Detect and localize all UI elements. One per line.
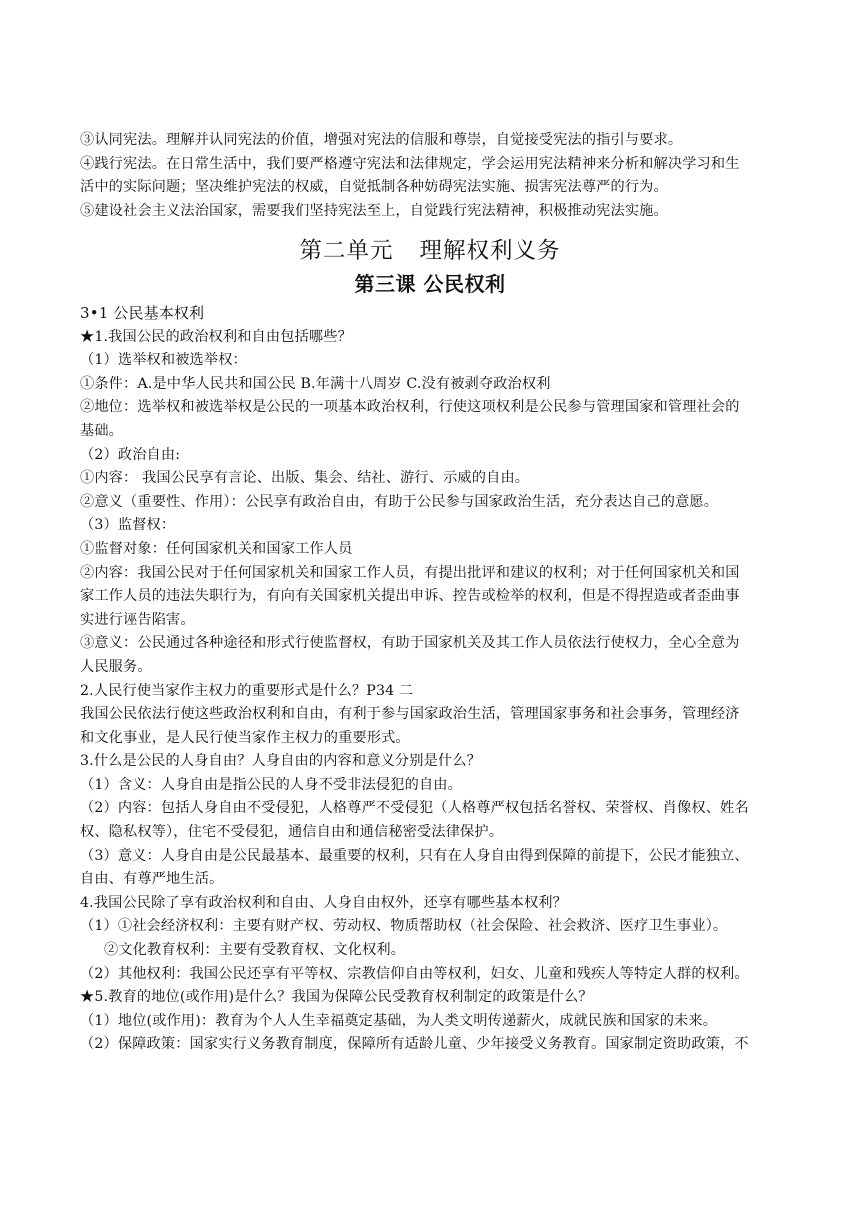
question-line: 3.什么是公民的人身自由？人身自由的内容和意义分别是什么？ (80, 753, 481, 770)
question-line: 4.我国公民除了享有政治权利和自由、人身自由权外，还享有哪些基本权利？ (80, 894, 567, 911)
text-line: （2）保障政策：国家实行义务教育制度，保障所有适龄儿童、少年接受义务教育。国家制定资助政策，不 (80, 1036, 749, 1053)
unit-title-number: 第二单元 (299, 238, 394, 264)
text-line: 权、隐私权等），住宅不受侵犯，通信自由和通信秘密受法律保护。 (80, 824, 504, 841)
text-line: ④践行宪法。在日常生活中，我们要严格遵守宪法和法律规定，学会运用宪法精神来分析和解决学习和生 (80, 155, 740, 172)
text-line: ②内容：我国公民对于任何国家机关和国家工作人员，有提出批评和建议的权利；对于任何国家机关和国 (80, 564, 740, 581)
text-line: ②地位：选举权和被选举权是公民的一项基本政治权利，行使这项权利是公民参与管理国家和管理社会的 (80, 399, 740, 416)
text-line: ①条件：A.是中华人民共和国公民 B.年满十八周岁 C.没有被剥夺政治权利 (80, 375, 551, 392)
lesson-title: 第三课 公民权利 (354, 272, 506, 296)
text-line: （2）政治自由: (80, 446, 181, 463)
question-line: 2.人民行使当家作主权力的重要形式是什么？P34 二 (80, 682, 414, 699)
unit-title-name: 理解权利义务 (419, 238, 561, 264)
text-line: （1）①社会经济权利：主要有财产权、劳动权、物质帮助权（社会保险、社会救济、医疗卫生事业）。 (80, 918, 728, 935)
unit-title (0, 236, 860, 266)
text-line: ⑤建设社会主义法治国家，需要我们坚持宪法至上，自觉践行宪法精神，积极推动宪法实施。 (80, 202, 668, 219)
text-line: （1）地位(或作用)：教育为个人人生幸福奠定基础，为人类文明传递薪火，成就民族和国家的未来。 (80, 1012, 718, 1029)
text-line: 实进行诬告陷害。 (80, 611, 195, 628)
body-paragraphs (80, 302, 785, 1057)
question-line: ★5.教育的地位(或作用)是什么？我国为保障公民受教育权利制定的政策是什么？ (80, 989, 593, 1006)
text-line: 人民服务。 (80, 658, 152, 675)
text-line: ③意义：公民通过各种途径和形式行使监督权，有助于国家机关及其工作人员依法行使权力，全心全意为 (80, 635, 740, 652)
text-line: ①监督对象：任何国家机关和国家工作人员 (80, 540, 353, 557)
text-line: （2）内容：包括人身自由不受侵犯，人格尊严不受侵犯（人格尊严权包括名誉权、荣誉权、肖像权、姓名 (80, 800, 749, 817)
text-line: 和文化事业，是人民行使当家作主权力的重要形式。 (80, 729, 410, 746)
text-line: 家工作人员的违法失职行为，有向有关国家机关提出申诉、控告或检举的权利，但是不得捏造或者歪曲事 (80, 588, 740, 605)
text-line: ①内容： 我国公民享有言论、出版、集会、结社、游行、示威的自由。 (80, 470, 530, 487)
text-line: 我国公民依法行使这些政治权利和自由，有利于参与国家政治生活，管理国家事务和社会事务，管理经济 (80, 706, 740, 723)
text-line: （3）意义：人身自由是公民最基本、最重要的权利，只有在人身自由得到保障的前提下，公民才能独立、 (80, 847, 749, 864)
section-heading: 3•1 公民基本权利 (80, 304, 205, 322)
text-line: ③认同宪法。理解并认同宪法的价值，增强对宪法的信服和尊崇，自觉接受宪法的指引与要求。 (80, 132, 683, 148)
text-line: （1）含义：人身自由是指公民的人身不受非法侵犯的自由。 (80, 776, 462, 793)
text-line: 活中的实际问题；坚决维护宪法的权威，自觉抵制各种妨碍宪法实施、损害宪法尊严的行为。 (80, 179, 668, 196)
text-line: 基础。 (80, 422, 124, 439)
text-line: 自由、有尊严地生活。 (80, 871, 224, 888)
question-line: ★1.我国公民的政治权利和自由包括哪些？ (80, 328, 352, 345)
text-line: （2）其他权利：我国公民还享有平等权、宗教信仰自由等权利，妇女、儿童和残疾人等特定人群的权利。 (80, 965, 749, 982)
text-line: （1）选举权和被选举权： (80, 352, 247, 369)
text-line: （3）监督权： (80, 517, 176, 534)
intro-paragraphs (80, 129, 785, 223)
text-line: ②文化教育权利：主要有受教育权、文化权利。 (104, 942, 406, 959)
text-line: ②意义（重要性、作用）：公民享有政治自由，有助于公民参与国家政治生活，充分表达自己的意愿。 (80, 493, 719, 510)
